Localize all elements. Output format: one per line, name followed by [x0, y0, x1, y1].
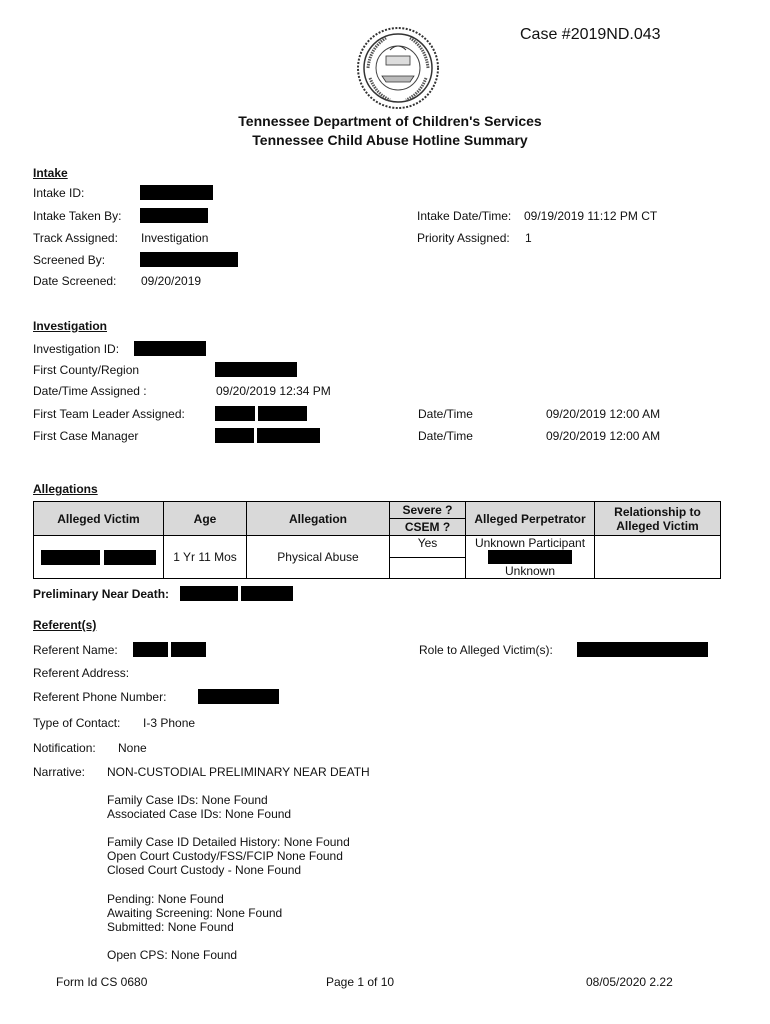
csem-cell [390, 557, 466, 579]
allegation-cell: Physical Abuse [247, 536, 390, 579]
col-header-relationship: Relationship to Alleged Victim [595, 502, 721, 536]
contact-type-value: I-3 Phone [143, 716, 196, 730]
intake-id-label: Intake ID: [33, 186, 85, 200]
redaction-box [133, 642, 168, 657]
redaction-box [180, 586, 238, 601]
page-number: Page 1 of 10 [326, 975, 395, 989]
redaction-box [257, 428, 320, 443]
dept-title: Tennessee Department of Children's Services [238, 113, 542, 129]
col-header-severe: Severe ? [390, 502, 466, 519]
team-leader-datetime-label: Date/Time [418, 407, 473, 421]
narrative-line: Family Case IDs: None Found [107, 793, 268, 807]
redaction-box [241, 586, 293, 601]
narrative-line: Pending: None Found [107, 892, 224, 906]
role-label: Role to Alleged Victim(s): [419, 643, 553, 657]
col-header-perpetrator: Alleged Perpetrator [466, 502, 595, 536]
redaction-box [198, 689, 279, 704]
redaction-box [140, 252, 238, 267]
redaction-box [258, 406, 307, 421]
priority-label: Priority Assigned: [417, 231, 510, 245]
report-title: Tennessee Child Abuse Hotline Summary [252, 132, 528, 148]
case-manager-label: First Case Manager [33, 429, 139, 443]
referent-address-label: Referent Address: [33, 666, 130, 680]
redaction-box [140, 185, 213, 200]
near-death-label: Preliminary Near Death: [33, 587, 170, 601]
track-assigned-value: Investigation [141, 231, 209, 245]
form-id: Form Id CS 0680 [56, 975, 148, 989]
narrative-line: NON-CUSTODIAL PRELIMINARY NEAR DEATH [107, 765, 370, 779]
perpetrator-cell [466, 536, 595, 579]
date-screened-label: Date Screened: [33, 274, 117, 288]
narrative-line: Open CPS: None Found [107, 948, 238, 962]
relationship-cell [595, 536, 721, 579]
case-number: Case #2019ND.043 [520, 26, 661, 43]
redaction-box [488, 550, 572, 564]
intake-datetime-label: Intake Date/Time: [417, 209, 512, 223]
col-header-age: Age [164, 502, 247, 536]
redaction-box [215, 428, 254, 443]
redaction-box [134, 341, 206, 356]
contact-type-label: Type of Contact: [33, 716, 121, 730]
notification-value: None [118, 741, 147, 755]
assigned-label: Date/Time Assigned : [33, 384, 147, 398]
redaction-box [104, 550, 156, 565]
narrative-line: Closed Court Custody - None Found [107, 863, 302, 877]
investigation-heading: Investigation [33, 319, 108, 333]
redaction-box [41, 550, 100, 565]
allegations-table [33, 501, 721, 579]
victim-cell [34, 536, 164, 579]
team-leader-label: First Team Leader Assigned: [33, 407, 185, 421]
col-header-victim: Alleged Victim [34, 502, 164, 536]
redaction-box [171, 642, 206, 657]
redaction-box [215, 362, 297, 377]
col-header-allegation: Allegation [247, 502, 390, 536]
print-date: 08/05/2020 2.22 [586, 975, 673, 989]
referent-phone-label: Referent Phone Number: [33, 690, 167, 704]
narrative-line: Awaiting Screening: None Found [107, 906, 283, 920]
case-manager-datetime-value: 09/20/2019 12:00 AM [546, 429, 661, 443]
table-row [34, 536, 721, 558]
referents-heading: Referent(s) [33, 618, 97, 632]
narrative-line: Family Case ID Detailed History: None Found [107, 835, 350, 849]
date-screened-value: 09/20/2019 [141, 274, 202, 288]
narrative-label: Narrative: [33, 765, 86, 779]
severe-cell: Yes [390, 536, 466, 558]
referent-name-label: Referent Name: [33, 643, 118, 657]
assigned-value: 09/20/2019 12:34 PM [216, 384, 331, 398]
intake-heading: Intake [33, 166, 68, 180]
county-region-label: First County/Region [33, 363, 140, 377]
investigation-id-label: Investigation ID: [33, 342, 120, 356]
narrative-line: Open Court Custody/FSS/FCIP None Found [107, 849, 343, 863]
team-leader-datetime-value: 09/20/2019 12:00 AM [546, 407, 661, 421]
screened-by-label: Screened By: [33, 253, 106, 267]
intake-datetime-value: 09/19/2019 11:12 PM CT [524, 209, 658, 223]
intake-taken-by-label: Intake Taken By: [33, 209, 122, 223]
perpetrator-line3: Unknown [504, 564, 556, 578]
tennessee-state-seal [356, 26, 440, 110]
priority-value: 1 [525, 231, 532, 245]
redaction-box [577, 642, 708, 657]
allegations-heading: Allegations [33, 482, 98, 496]
track-assigned-label: Track Assigned: [33, 231, 118, 245]
narrative-line: Submitted: None Found [107, 920, 234, 934]
narrative-line: Associated Case IDs: None Found [107, 807, 292, 821]
redaction-box [140, 208, 208, 223]
notification-label: Notification: [33, 741, 96, 755]
redaction-box [215, 406, 255, 421]
age-cell: 1 Yr 11 Mos [164, 536, 247, 579]
perpetrator-line1: Unknown Participant [474, 536, 586, 550]
case-manager-datetime-label: Date/Time [418, 429, 473, 443]
col-header-csem: CSEM ? [390, 519, 466, 536]
